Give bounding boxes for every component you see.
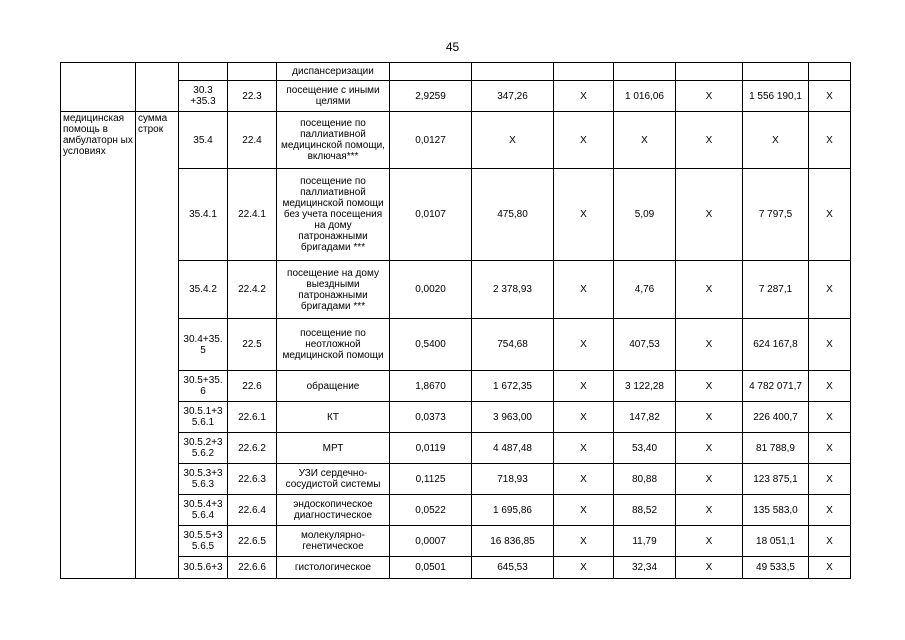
cost-value-cell: 4 487,48 [472,433,554,464]
x-mark-cell: Х [809,261,851,319]
x-mark-cell: Х [676,433,743,464]
blank-cell [676,63,743,81]
per-capita-value-cell: 407,53 [614,319,676,371]
per-capita-value-cell: 5,09 [614,169,676,261]
code-a-cell: 35.4.2 [179,261,228,319]
per-capita-value-cell: 80,88 [614,464,676,495]
blank-cell [390,63,472,81]
norm-value-cell: 0,0373 [390,402,472,433]
total-value-cell: 18 051,1 [743,526,809,557]
code-a-cell: 30.5.1+3 5.6.1 [179,402,228,433]
total-value-cell: 1 556 190,1 [743,81,809,112]
cost-value-cell: 645,53 [472,557,554,579]
sum-label: сумма строк [136,112,179,579]
x-mark-cell: Х [554,261,614,319]
table-row [61,464,851,495]
x-mark-cell: Х [809,371,851,402]
x-mark-cell: Х [676,557,743,579]
service-name-cell: МРТ [277,433,390,464]
x-mark-cell: Х [676,112,743,169]
table-row [61,402,851,433]
blank-cell [472,63,554,81]
x-mark-cell: Х [554,319,614,371]
x-mark-cell: Х [676,495,743,526]
table-row [61,319,851,371]
service-name-cell: посещение на дому выездными патронажными бригадами *** [277,261,390,319]
total-value-cell: 4 782 071,7 [743,371,809,402]
table-row [61,63,851,81]
x-mark-cell: Х [554,526,614,557]
x-mark-cell: Х [809,526,851,557]
table-row [61,371,851,402]
table-row [61,526,851,557]
table-row [61,557,851,579]
code-b-cell: 22.5 [228,319,277,371]
x-mark-cell: Х [809,495,851,526]
code-b-cell: 22.6.1 [228,402,277,433]
x-mark-cell: Х [809,402,851,433]
code-a-cell: 30.5+35. 6 [179,371,228,402]
x-mark-cell: Х [676,526,743,557]
cost-value-cell: Х [472,112,554,169]
section-label: медицинская помощь в амбулаторн ых условиях [61,112,136,579]
cost-value-cell: 3 963,00 [472,402,554,433]
x-mark-cell: Х [809,169,851,261]
code-a-cell: 30.3 +35.3 [179,81,228,112]
code-b-cell: 22.6.2 [228,433,277,464]
norm-value-cell: 0,0107 [390,169,472,261]
cost-value-cell: 347,26 [472,81,554,112]
x-mark-cell: Х [554,112,614,169]
norm-value-cell: 0,0522 [390,495,472,526]
cost-value-cell: 16 836,85 [472,526,554,557]
code-b-cell: 22.6.5 [228,526,277,557]
x-mark-cell: Х [809,433,851,464]
x-mark-cell: Х [554,557,614,579]
cost-value-cell: 1 695,86 [472,495,554,526]
code-a-cell: 30.5.6+3 [179,557,228,579]
code-b-cell: 22.6.3 [228,464,277,495]
service-name-cell: диспансеризации [277,63,390,81]
x-mark-cell: Х [554,433,614,464]
code-a-cell: 30.5.5+3 5.6.5 [179,526,228,557]
norm-value-cell: 0,0007 [390,526,472,557]
code-b-cell: 22.6.6 [228,557,277,579]
x-mark-cell: Х [809,81,851,112]
service-name-cell: УЗИ сердечно-сосудистой системы [277,464,390,495]
total-value-cell: 7 797,5 [743,169,809,261]
code-a-cell: 30.5.2+3 5.6.2 [179,433,228,464]
cost-value-cell: 1 672,35 [472,371,554,402]
table-row [61,433,851,464]
cost-value-cell: 475,80 [472,169,554,261]
x-mark-cell: Х [676,81,743,112]
norm-value-cell: 0,0119 [390,433,472,464]
code-b-cell: 22.4.2 [228,261,277,319]
x-mark-cell: Х [676,371,743,402]
x-mark-cell: Х [554,371,614,402]
service-name-cell: КТ [277,402,390,433]
per-capita-value-cell: 53,40 [614,433,676,464]
blank-cell [554,63,614,81]
table-row [61,81,851,112]
x-mark-cell: Х [554,169,614,261]
per-capita-value-cell: 32,34 [614,557,676,579]
service-name-cell: посещение по паллиативной медицинской помощи без учета посещения на дому патронажными бригадами *** [277,169,390,261]
service-name-cell: обращение [277,371,390,402]
service-name-cell: посещение с иными целями [277,81,390,112]
per-capita-value-cell: 4,76 [614,261,676,319]
service-name-cell: посещение по паллиативной медицинской помощи, включая*** [277,112,390,169]
total-value-cell: 81 788,9 [743,433,809,464]
code-b-cell: 22.3 [228,81,277,112]
cost-value-cell: 754,68 [472,319,554,371]
cost-value-cell: 2 378,93 [472,261,554,319]
page-number: 45 [445,40,460,54]
x-mark-cell: Х [809,464,851,495]
total-value-cell: 624 167,8 [743,319,809,371]
code-a-cell: 30.5.4+3 5.6.4 [179,495,228,526]
norm-value-cell: 0,0127 [390,112,472,169]
code-b-cell: 22.6 [228,371,277,402]
service-name-cell: эндоскопическое диагностическое [277,495,390,526]
blank-cell [743,63,809,81]
x-mark-cell: Х [554,81,614,112]
service-name-cell: гистологическое [277,557,390,579]
cost-value-cell: 718,93 [472,464,554,495]
code-b-cell: 22.4.1 [228,169,277,261]
total-value-cell: 49 533,5 [743,557,809,579]
per-capita-value-cell: 147,82 [614,402,676,433]
table-row [61,495,851,526]
norm-value-cell: 2,9259 [390,81,472,112]
total-value-cell: 226 400,7 [743,402,809,433]
x-mark-cell: Х [554,402,614,433]
x-mark-cell: Х [809,319,851,371]
code-a-cell: 30.5.3+3 5.6.3 [179,464,228,495]
norm-value-cell: 0,0020 [390,261,472,319]
x-mark-cell: Х [809,557,851,579]
blank-cell [614,63,676,81]
code-a-cell: 30.4+35. 5 [179,319,228,371]
total-value-cell: 135 583,0 [743,495,809,526]
total-value-cell: Х [743,112,809,169]
blank-cell [228,63,277,81]
blank-cell [179,63,228,81]
table-row [61,112,851,169]
x-mark-cell: Х [554,495,614,526]
per-capita-value-cell: Х [614,112,676,169]
per-capita-value-cell: 3 122,28 [614,371,676,402]
data-table [60,62,851,579]
service-name-cell: посещение по неотложной медицинской помощи [277,319,390,371]
service-name-cell: молекулярно-генетическое [277,526,390,557]
blank-cell [61,63,136,112]
table-row [61,261,851,319]
x-mark-cell: Х [676,261,743,319]
total-value-cell: 7 287,1 [743,261,809,319]
total-value-cell: 123 875,1 [743,464,809,495]
code-b-cell: 22.6.4 [228,495,277,526]
blank-cell [809,63,851,81]
x-mark-cell: Х [809,112,851,169]
norm-value-cell: 0,5400 [390,319,472,371]
blank-cell [136,63,179,112]
x-mark-cell: Х [676,169,743,261]
norm-value-cell: 1,8670 [390,371,472,402]
x-mark-cell: Х [554,464,614,495]
x-mark-cell: Х [676,402,743,433]
x-mark-cell: Х [676,319,743,371]
norm-value-cell: 0,0501 [390,557,472,579]
code-b-cell: 22.4 [228,112,277,169]
norm-value-cell: 0,1125 [390,464,472,495]
code-a-cell: 35.4.1 [179,169,228,261]
per-capita-value-cell: 11,79 [614,526,676,557]
code-a-cell: 35.4 [179,112,228,169]
per-capita-value-cell: 1 016,06 [614,81,676,112]
per-capita-value-cell: 88,52 [614,495,676,526]
table-row [61,169,851,261]
x-mark-cell: Х [676,464,743,495]
